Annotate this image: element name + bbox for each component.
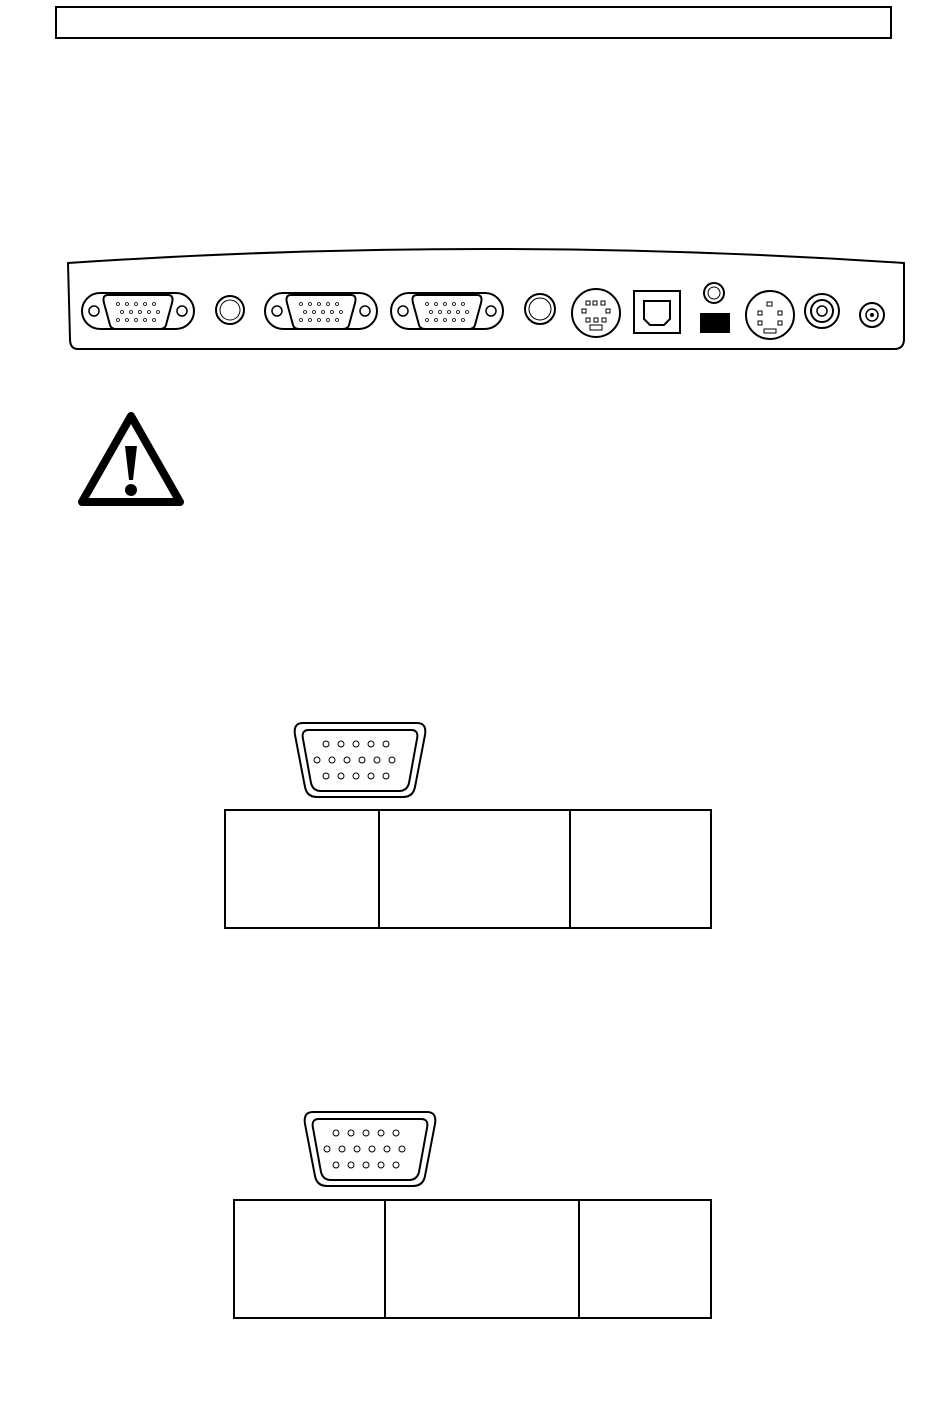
ir-sensor-icon <box>700 283 730 333</box>
pin-table-column <box>226 811 378 927</box>
rca-jack-icon <box>805 294 839 328</box>
audio-jack-icon <box>216 296 244 324</box>
pin-table <box>233 1199 712 1319</box>
pin-table-column <box>235 1201 384 1317</box>
vga-connector-icon <box>293 721 427 799</box>
vga-port-icon <box>391 293 503 329</box>
pin-table-column <box>384 1201 578 1317</box>
dc-jack-icon <box>860 303 884 327</box>
vga-port-icon <box>82 293 194 329</box>
usb-b-port-icon <box>634 291 680 333</box>
pin-table-column <box>378 811 569 927</box>
s-video-port-icon <box>746 291 794 339</box>
pin-table-column <box>578 1201 710 1317</box>
vga-port-icon <box>265 293 377 329</box>
pin-table-column <box>569 811 710 927</box>
warning-triangle-icon <box>76 410 186 510</box>
audio-jack-icon <box>525 294 555 324</box>
page-header <box>55 6 892 39</box>
rear-panel-illustration <box>66 245 906 353</box>
pin-table <box>224 809 712 929</box>
vga-connector-icon <box>303 1110 437 1188</box>
mini-din-port-icon <box>572 289 620 337</box>
